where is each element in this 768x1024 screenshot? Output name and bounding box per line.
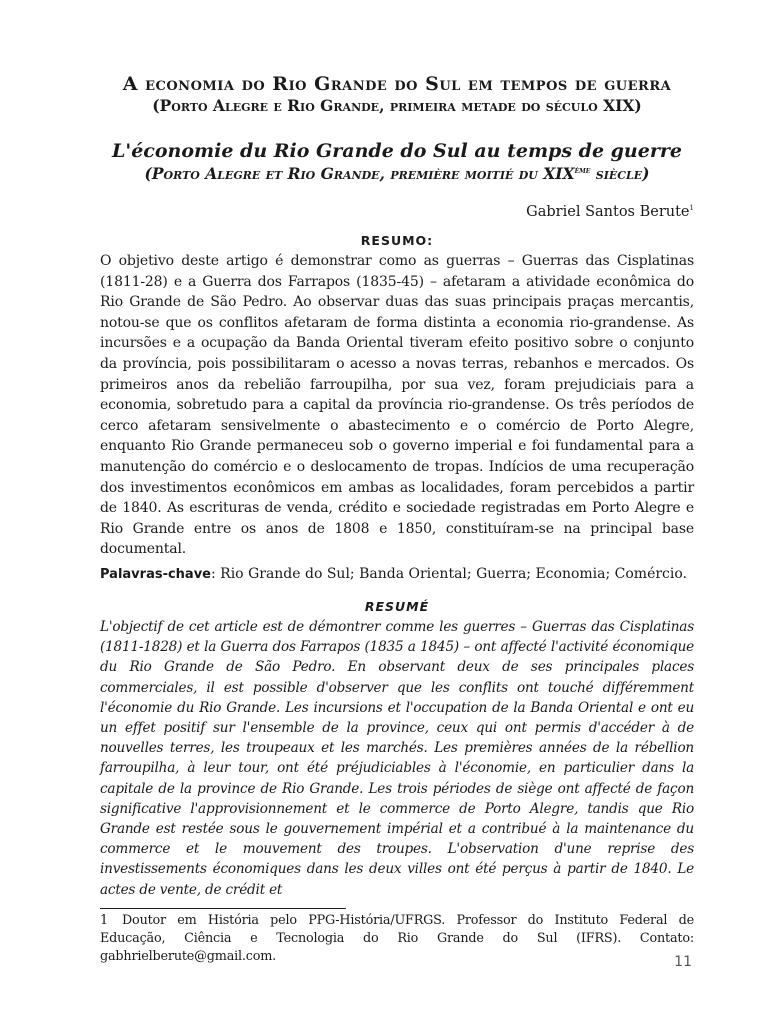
resume-paragraph: L'objectif de cet article est de démontrer comme les guerres – Guerras das Cisplatinas (1811-1828) et la Guerra dos Farrapos (1835 a 1845) – ont affecté l'activité économique du Rio Grande de São Pedro. En observant deux de ses principales places commerciales, il est possible d'observer que les conflits ont touché différemment l'économie du Rio Grande. Les incursions et l'occupation de la Banda Oriental e ont eu un effet positif sur l'ensemble de la province, ceux qui ont permis d'accéder à de nouvelles terres, les troupeaux et les marchés. Les premières années de la rébellion farroupilha, à leur tour, ont été préjudiciables à l'économie, en particulier dans la capitale de la province de Rio Grande. Les trois périodes de siège ont affecté de façon significative l'approvisionnement et le commerce de Porto Alegre, tandis que Rio Grande est restée sous le gouvernement impérial et a contribué à la maintenance du commerce et le mouvement des troupes. L'observation d'une reprise des investissements économiques dans les deux villes ont été perçus à partir de 1840. Le actes de vente, de crédit et <box>100 618 694 898</box>
subtitle-french-post: siècle) <box>590 164 650 184</box>
subtitle-portuguese: (Porto Alegre e Rio Grande, primeira metade do século XIX) <box>152 96 642 115</box>
title-french: L'économie du Rio Grande do Sul au temps de guerre <box>112 140 682 162</box>
page-number: 11 <box>674 954 692 970</box>
title-portuguese: A economia do Rio Grande do Sul em tempos de guerra <box>122 73 672 95</box>
subtitle-french-sup: ème <box>574 166 591 176</box>
footnote-text: Doutor em História pelo PPG-História/UFRGS. Professor do Instituto Federal de Educação, Ciência e Tecnologia do Rio Grande do Sul (IFRS). Contato: gabhrielberute@gmail.com. <box>100 913 694 964</box>
keywords-line <box>100 564 694 585</box>
keywords-text: : Rio Grande do Sul; Banda Oriental; Guerra; Economia; Comércio. <box>211 565 687 582</box>
resume-heading: RESUMÉ <box>364 598 430 614</box>
subtitle-french <box>100 162 694 183</box>
keywords-label: Palavras-chave <box>100 566 211 582</box>
author-line <box>100 199 694 221</box>
resumo-paragraph: O objetivo deste artigo é demonstrar como as guerras – Guerras das Cisplatinas (1811-28) e a Guerra dos Farrapos (1835-45) – afetaram a atividade econômica do Rio Grande de São Pedro. Ao observar duas das suas principais praças mercantis, notou-se que os conflitos afetaram de forma distinta a economia rio-grandense. As incursões e a ocupação da Banda Oriental tiveram efeito positivo sobre o conjunto da província, pois possibilitaram o acesso a novas terras, rebanhos e mercados. Os primeiros anos da rebelião farroupilha, por sua vez, foram prejudiciais para a economia, sobretudo para a capital da província rio-grandense. Os três períodos de cerco afetaram sensivelmente o abastecimento e o comércio de Porto Alegre, enquanto Rio Grande permaneceu sob o governo imperial e foi fundamental para a manutenção do comércio e o deslocamento de tropas. Indícios de uma recuperação dos investimentos econômicos em ambas as localidades, foram percebidos a partir de 1840. As escrituras de venda, crédito e sociedade registradas em Porto Alegre e Rio Grande entre os anos de 1808 e 1850, constituíram-se na principal base documental. <box>100 252 694 558</box>
footnote <box>100 912 694 966</box>
article-page <box>100 74 694 900</box>
subtitle-french-pre: (Porto Alegre et Rio Grande, première moitié du XIX <box>144 164 575 184</box>
footnote-divider <box>100 908 346 909</box>
footnote-number: 1 <box>100 913 108 928</box>
author-name: Gabriel Santos Berute <box>526 203 690 220</box>
author-footnote-mark: 1 <box>689 204 694 213</box>
resumo-heading: RESUMO: <box>360 232 434 248</box>
